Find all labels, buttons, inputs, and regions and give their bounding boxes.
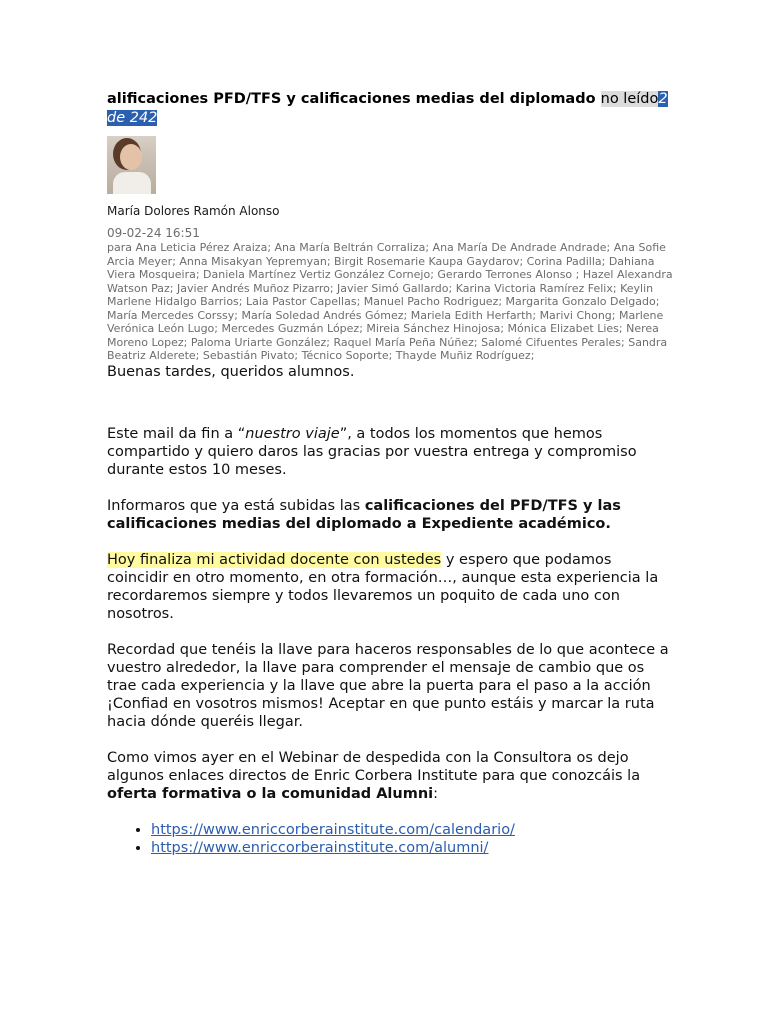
greeting: Buenas tardes, queridos alumnos. bbox=[107, 363, 355, 380]
highlighted-text: Hoy finaliza mi actividad docente con ustedes bbox=[107, 551, 442, 568]
message-counter: 2 de 242 bbox=[107, 91, 668, 126]
message-meta bbox=[107, 226, 677, 363]
sender-avatar bbox=[107, 136, 156, 194]
list-item bbox=[151, 839, 677, 857]
paragraph-3: Hoy finaliza mi actividad docente con ustedes y espero que podamos coincidir en otro momento, en otra formación…, aunque esta experiencia la recordaremos siempre y todos llevaremos un poquito de cada uno con nosotros. bbox=[107, 551, 659, 622]
list-item bbox=[151, 821, 677, 839]
message-body bbox=[107, 363, 677, 857]
recipients-list: para Ana Leticia Pérez Araiza; Ana María Beltrán Corraliza; Ana María De Andrade Andrade; Ana Sofie Arcia Meyer; Anna Misakyan Yepremyan; Birgit Rosemarie Kaupa Gaydarov; Corina Padilla; Dahiana Viera Mosqueira; Daniela Martínez Vertiz González Cornejo; Gerardo Terrones Alonso ; Hazel Alexandra Watson Paz; Javier Andrés Muñoz Pizarro; Javier Simó Gallardo; Karina Victoria Ramírez Felix; Keylin Marlene Hidalgo Barrios; Laia Pastor Capellas; Manuel Pacho Rodriguez; Margarita Gonzalo Delgado; María Mercedes Corssy; María Soledad Andrés Gómez; Mariela Edith Herfarth; Marivi Chong; Marlene Verónica León Lugo; Mercedes Guzmán López; Mireia Sánchez Hinojosa; Mónica Elizabet Lies; Nerea Moreno Lopez; Paloma Uriarte González; Raquel María Peña Núñez; Salomé Cifuentes Perales; Sandra Beatriz Alderete; Sebastián Pivato; Técnico Soporte; Thayde Muñiz Rodríguez; bbox=[107, 241, 673, 362]
paragraph-2: Informaros que ya está subidas las calificaciones del PFD/TFS y las calificaciones medias del diplomado a Expediente académico. bbox=[107, 497, 621, 532]
email-subject bbox=[107, 90, 677, 128]
message-date: 09-02-24 16:51 bbox=[107, 226, 200, 240]
paragraph-5: Como vimos ayer en el Webinar de despedida con la Consultora os dejo algunos enlaces directos de Enric Corbera Institute para que conozcáis la oferta formativa o la comunidad Alumni: bbox=[107, 749, 641, 802]
calendario-link[interactable]: https://www.enriccorberainstitute.com/calendario/ bbox=[151, 821, 515, 838]
email-view bbox=[107, 90, 677, 857]
sender-name[interactable]: María Dolores Ramón Alonso bbox=[107, 204, 280, 218]
unread-badge[interactable]: no leído bbox=[600, 91, 659, 107]
alumni-link[interactable]: https://www.enriccorberainstitute.com/alumni/ bbox=[151, 839, 489, 856]
paragraph-1: Este mail da fin a “nuestro viaje”, a todos los momentos que hemos compartido y quiero daros las gracias por vuestra entrega y compromiso durante estos 10 meses. bbox=[107, 425, 637, 478]
paragraph-4: Recordad que tenéis la llave para haceros responsables de lo que acontece a vuestro alrededor, la llave para comprender el mensaje de cambio que os trae cada experiencia y la llave que abre la puerta para el paso a la acción ¡Confiad en vosotros mismos! Aceptar en que punto estáis y marcar la ruta hacia dónde queréis llegar. bbox=[107, 641, 669, 730]
subject-text: alificaciones PFD/TFS y calificaciones medias del diplomado bbox=[107, 91, 596, 107]
links-list bbox=[107, 821, 677, 857]
